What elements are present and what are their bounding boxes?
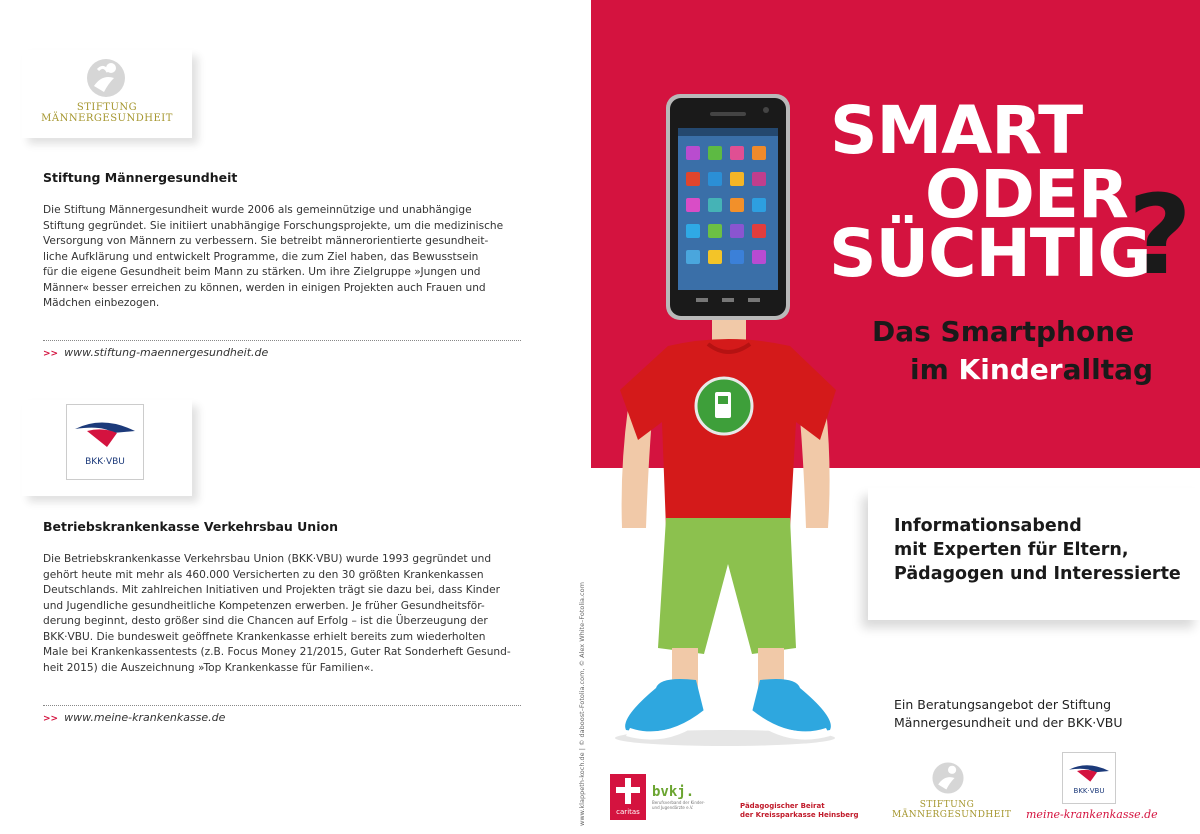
footer-bkk-logo [1062, 752, 1116, 804]
subtitle-line2 [910, 352, 1153, 388]
bvkj-sub: Berufsverband der Kinder- und Jugendärzte e.V. [652, 800, 705, 810]
section2-line: Deutschlands. Mit zahlreichen Initiativen und Projekten trägt sie dazu bei, dass Kinder [43, 584, 500, 596]
link-arrow: >> [43, 349, 59, 359]
caritas-label: caritas [616, 808, 640, 816]
offer-line: Männergesundheit und der BKK·VBU [894, 715, 1123, 730]
subtitle-alltag: alltag [1062, 353, 1154, 386]
section2-line: derung beginnt, desto größer sind die Chancen auf Erfolg – ist die Überzeugung der [43, 615, 488, 627]
section1-link-row[interactable] [43, 346, 268, 359]
section1-body [43, 203, 533, 312]
section2-title: Betriebskrankenkasse Verkehrsbau Union [43, 519, 338, 534]
section1-line: Versorgung von Männern zu verbessern. Sie betreibt männerorientierte gesundheit- [43, 235, 489, 247]
headline-smart: SMART [830, 92, 1083, 169]
stiftung-website-link[interactable]: www.stiftung-maennergesundheit.de [64, 346, 269, 359]
section1-title: Stiftung Männergesundheit [43, 170, 238, 185]
stiftung-logo-line2: MÄNNERGESUNDHEIT [41, 113, 173, 124]
beirat-line1: Pädagogischer Beirat [740, 802, 825, 810]
section2-line: BKK·VBU. Die bundesweit geöffnete Krankenkasse erhielt bereits zum wiederholten [43, 630, 486, 643]
section2-link-row[interactable] [43, 711, 225, 724]
beirat-line2: der Kreissparkasse Heinsberg [740, 811, 859, 819]
link-arrow: >> [43, 714, 59, 724]
section1-line: Stiftung gegründet. Sie initiiert unabhängige Forschungsprojekte, um die medizinische [43, 219, 504, 232]
footer-stiftung-line2: MÄNNERGESUNDHEIT [892, 810, 1012, 820]
bkk-logo-box [66, 404, 144, 480]
info-line: mit Experten für Eltern, [894, 540, 1129, 560]
offer-text [894, 696, 1123, 732]
stiftung-logo-card [22, 50, 192, 138]
info-line: Pädagogen und Interessierte [894, 564, 1181, 584]
headline-oder: ODER [925, 156, 1128, 233]
footer-bkk-url[interactable]: meine-krankenkasse.de [1026, 808, 1158, 821]
beirat-logo [740, 802, 858, 820]
bvkj-logo [652, 784, 722, 810]
stiftung-logo-line1: STIFTUNG [76, 102, 138, 113]
bkk-logo-text: BKK·VBU [85, 457, 125, 467]
bkk-logo-icon [73, 419, 137, 449]
subtitle-line1: Das Smartphone [872, 315, 1135, 348]
question-mark: ? [1128, 171, 1192, 299]
section2-line: gehört heute mit mehr als 460.000 Versicherten zu den 30 größten Krankenkassen [43, 568, 484, 581]
info-line: Informationsabend [894, 516, 1082, 536]
headline-suechtig: SÜCHTIG [829, 215, 1151, 292]
bvkj-label: bvkj. [652, 784, 695, 800]
bkk-logo-card [22, 400, 192, 496]
subtitle-im: im [910, 353, 959, 386]
footer-bkk-logo-text: BKK·VBU [1073, 787, 1105, 795]
section1-line: Mädchen einbezogen. [43, 297, 160, 309]
section2-divider [43, 705, 521, 706]
section2-line: heit 2015) die Auszeichnung »Top Krankenkasse für Familien«. [43, 661, 374, 674]
section1-line: für die eigene Gesundheit beim Mann zu stärken. Um ihre Zielgruppe »Jungen und [43, 266, 481, 278]
section2-line: Male bei Krankenkassentests (z.B. Focus Money 21/2015, Guter Rat Sonderheft Gesund- [43, 646, 511, 658]
section1-divider [43, 340, 521, 341]
subtitle-kinder: Kinder [958, 353, 1063, 386]
info-box [868, 488, 1200, 620]
offer-line: Ein Beratungsangebot der Stiftung [894, 697, 1112, 712]
footer-stiftung-logo-icon [930, 760, 966, 796]
section2-line: und Jugendliche gesundheitliche Kompetenzen erwerben. Je früher Gesundheitsför- [43, 599, 485, 612]
section1-line: Die Stiftung Männergesundheit wurde 2006 als gemeinnützige und unabhängige [43, 204, 472, 216]
stiftung-logo-icon [84, 56, 128, 100]
section2-line: Die Betriebskrankenkasse Verkehrsbau Union (BKK·VBU) wurde 1993 gegründet und [43, 553, 492, 565]
section1-line: Männer« besser erreichen zu können, werden in einigen Projekten auch Frauen und [43, 281, 486, 294]
boy-smartphone-illustration [600, 88, 850, 748]
section1-line: liche Aufklärung und entwickelt Programme, die zum Ziel haben, das Bewusstsein [43, 250, 479, 263]
caritas-logo [610, 774, 646, 820]
footer-bkk-logo-icon [1067, 763, 1111, 783]
section2-body [43, 552, 533, 676]
footer-stiftung-line1: STIFTUNG [919, 800, 975, 810]
bkk-website-link[interactable]: www.meine-krankenkasse.de [64, 711, 226, 724]
caritas-cross-icon [616, 778, 640, 804]
photo-credit: www.klappeth-koch.de | © daboost–Fotolia.com, © Alex White–Fotolia.com [578, 582, 586, 826]
